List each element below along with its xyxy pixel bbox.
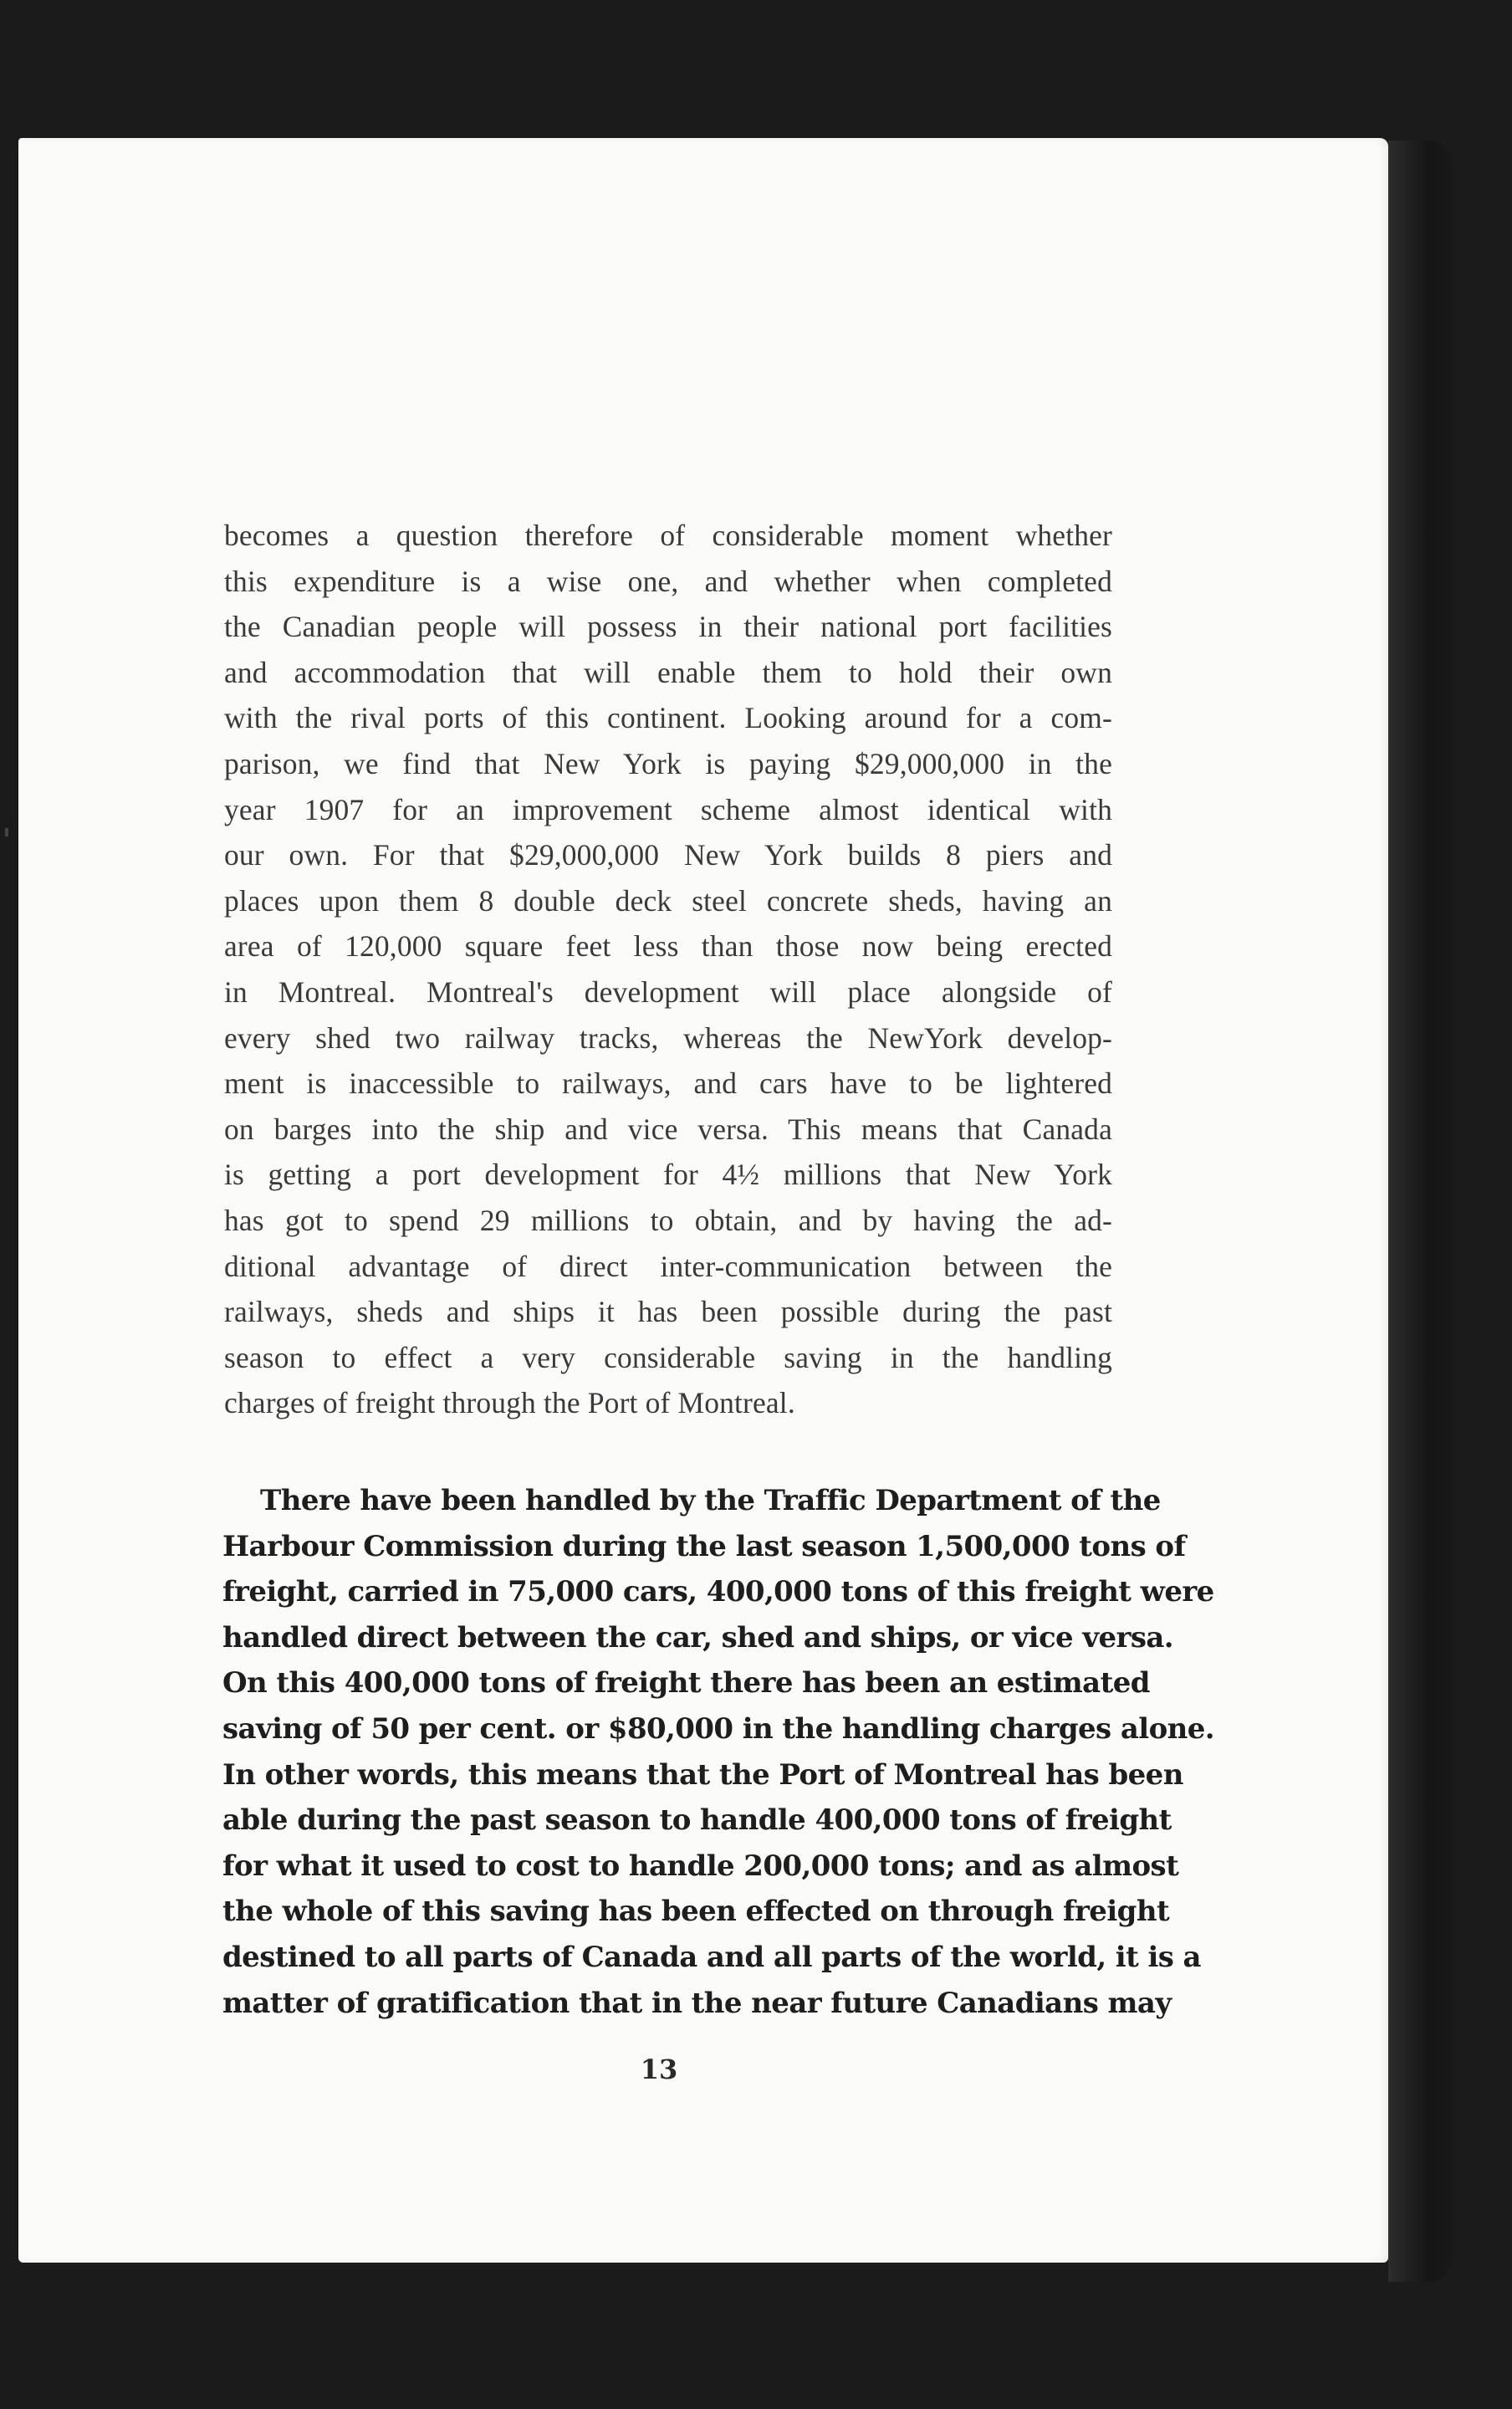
text-line: handled direct between the car, shed and ships, or vice versa. bbox=[222, 1620, 1174, 1655]
paragraph-2 bbox=[222, 1478, 1215, 2026]
text-line: railways, sheds and ships it has been possible during the past bbox=[224, 1295, 1112, 1329]
text-line: has got to spend 29 millions to obtain, and by having the ad- bbox=[224, 1203, 1112, 1237]
text-line: in Montreal. Montreal's development will place alongside of bbox=[224, 974, 1112, 1009]
book-page bbox=[18, 138, 1388, 2263]
text-line: There have been handled by the Traffic Department of the bbox=[260, 1484, 1161, 1517]
text-line: parison, we find that New York is paying $29,000,000 in the bbox=[224, 746, 1112, 780]
paragraph-1 bbox=[224, 513, 1112, 1426]
text-line: Harbour Commission during the last season 1,500,000 tons of bbox=[222, 1529, 1186, 1563]
text-line: places upon them 8 double deck steel concrete sheds, having an bbox=[224, 883, 1112, 918]
text-line: for what it used to cost to handle 200,000 tons; and as almost bbox=[222, 1849, 1179, 1883]
text-line: ment is inaccessible to railways, and cars have to be lightered bbox=[224, 1066, 1112, 1101]
text-line: In other words, this means that the Port of Montreal has been bbox=[222, 1757, 1183, 1792]
text-line: matter of gratification that in the near future Canadians may bbox=[222, 1986, 1172, 2020]
text-line: able during the past season to handle 400,000 tons of freight bbox=[222, 1803, 1172, 1838]
text-line: destined to all parts of Canada and all parts of the world, it is a bbox=[222, 1940, 1201, 1974]
text-line: is getting a port development for 4½ millions that New York bbox=[224, 1158, 1112, 1192]
text-line: on barges into the ship and vice versa. This means that Canada bbox=[224, 1112, 1112, 1146]
text-line-last: charges of freight through the Port of Montreal. bbox=[224, 1386, 795, 1420]
text-line: the Canadian people will possess in their national port facilities bbox=[224, 610, 1112, 644]
text-line: and accommodation that will enable them to hold their own bbox=[224, 655, 1112, 689]
text-line: every shed two railway tracks, whereas the NewYork develop- bbox=[224, 1020, 1112, 1055]
scan-artifact bbox=[5, 828, 8, 836]
page-number: 13 bbox=[640, 2054, 678, 2085]
page-edge bbox=[1388, 141, 1455, 2282]
text-line: saving of 50 per cent. or $80,000 in the handling charges alone. bbox=[222, 1711, 1215, 1746]
text-line: On this 400,000 tons of freight there has been an estimated bbox=[222, 1666, 1150, 1701]
text-line: becomes a question therefore of considerable moment whether bbox=[224, 519, 1112, 552]
text-line: freight, carried in 75,000 cars, 400,000 tons of this freight were bbox=[222, 1575, 1214, 1609]
text-line: ditional advantage of direct inter-communication between the bbox=[224, 1249, 1112, 1283]
text-line: this expenditure is a wise one, and whether when completed bbox=[224, 564, 1112, 598]
text-line: with the rival ports of this continent. Looking around for a com- bbox=[224, 701, 1112, 735]
text-line: the whole of this saving has been effected on through freight bbox=[222, 1895, 1170, 1929]
text-line: area of 120,000 square feet less than those now being erected bbox=[224, 929, 1112, 964]
text-line: season to effect a very considerable saving in the handling bbox=[224, 1340, 1112, 1374]
text-line: year 1907 for an improvement scheme almost identical with bbox=[224, 792, 1112, 826]
text-line: our own. For that $29,000,000 New York builds 8 piers and bbox=[224, 838, 1112, 872]
